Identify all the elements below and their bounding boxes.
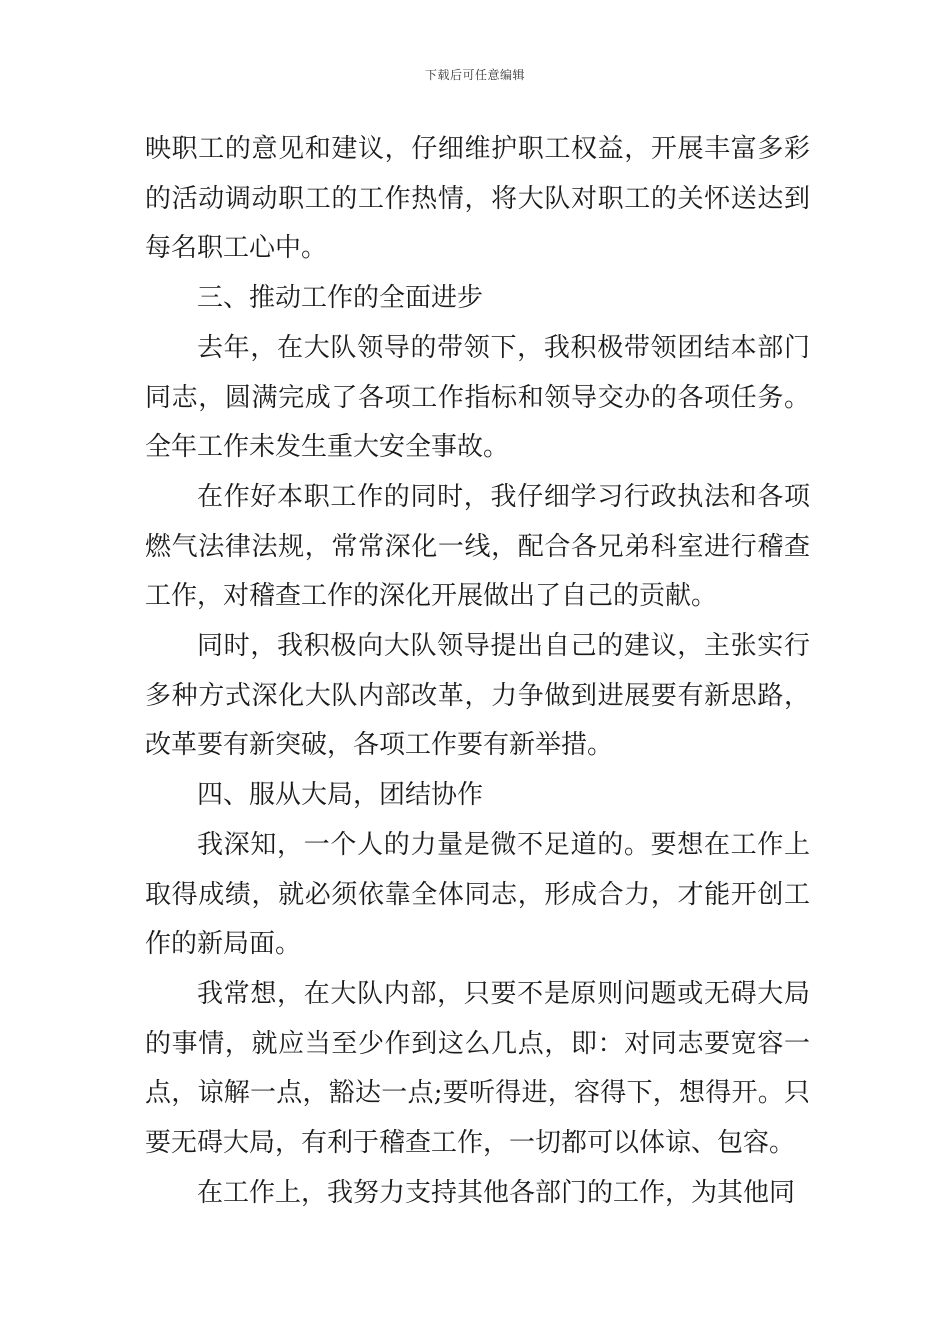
paragraph: 同时，我积极向大队领导提出自己的建议，主张实行多种方式深化大队内部改革，力争做到进展要有新思路，改革要有新突破，各项工作要有新举措。 [145, 631, 810, 761]
paragraph: 在工作上，我努力支持其他各部门的工作，为其他同 [197, 1177, 796, 1208]
paragraph: 我常想，在大队内部，只要不是原则问题或无碍大局的事情，就应当至少作到这么几点，即：对同志要宽容一点，谅解一点，豁达一点;要听得进，容得下，想得开。只要无碍大局，有利于稽查工作，一切都可以体谅、包容。 [145, 978, 810, 1159]
paragraph: 去年，在大队领导的带领下，我积极带领团结本部门同志，圆满完成了各项工作指标和领导交办的各项任务。全年工作未发生重大安全事故。 [145, 332, 810, 463]
paragraph: 映职工的意见和建议，仔细维护职工权益，开展丰富多彩的活动调动职工的工作热情，将大队对职工的关怀送达到每名职工心中。 [145, 134, 810, 264]
page-header-watermark: 下载后可任意编辑 [424, 68, 525, 82]
document-body [145, 125, 810, 1218]
section-heading: 四、服从大局，团结协作 [197, 780, 484, 811]
paragraph: 在作好本职工作的同时，我仔细学习行政执法和各项燃气法律法规，常常深化一线，配合各兄弟科室进行稽查工作，对稽查工作的深化开展做出了自己的贡献。 [145, 481, 810, 612]
section-heading: 三、推动工作的全面进步 [197, 283, 484, 314]
paragraph: 我深知，一个人的力量是微不足道的。要想在工作上取得成绩，就必须依靠全体同志，形成合力，才能开创工作的新局面。 [145, 829, 810, 960]
